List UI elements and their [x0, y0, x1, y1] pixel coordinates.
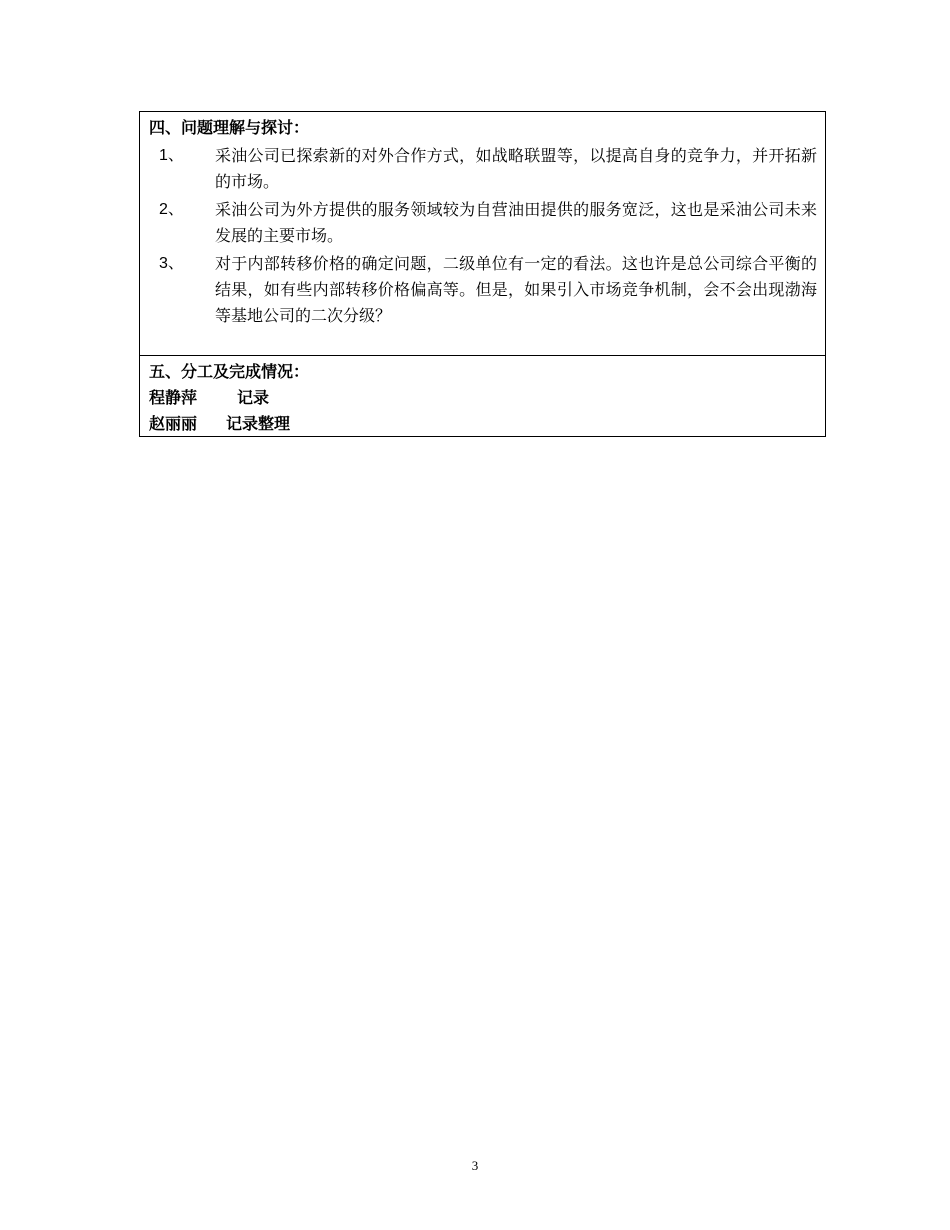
discussion-table [139, 111, 826, 437]
member-name: 程静萍 [149, 388, 198, 407]
member-name: 赵丽丽 [149, 414, 198, 433]
list-item [149, 143, 817, 195]
list-item-number: 3、 [159, 255, 184, 272]
issues-discussion-section [140, 112, 825, 356]
section-heading-division: 五、分工及完成情况： [149, 362, 310, 381]
list-item-number: 2、 [159, 201, 184, 218]
page-number: 3 [471, 1158, 479, 1173]
list-item-text: 采油公司已探索新的对外合作方式，如战略联盟等，以提高自身的竞争力，并开拓新的市场。 [215, 146, 817, 191]
list-item-text: 对于内部转移价格的确定问题，二级单位有一定的看法。这也许是总公司综合平衡的结果，如有些内部转移价格偏高等。但是，如果引入市场竞争机制，会不会出现渤海等基地公司的二次分级？ [215, 254, 817, 325]
list-item [149, 197, 817, 249]
division-of-work-section [140, 356, 825, 436]
member-row [149, 411, 817, 437]
section-heading-issues: 四、问题理解与探讨： [149, 118, 310, 137]
list-item-text: 采油公司为外方提供的服务领域较为自营油田提供的服务宽泛，这也是采油公司未来发展的主要市场。 [215, 200, 817, 245]
member-role: 记录 [237, 388, 270, 407]
list-item-number: 1、 [159, 147, 184, 164]
member-row [149, 385, 817, 411]
member-role: 记录整理 [226, 414, 291, 433]
list-item [149, 251, 817, 329]
